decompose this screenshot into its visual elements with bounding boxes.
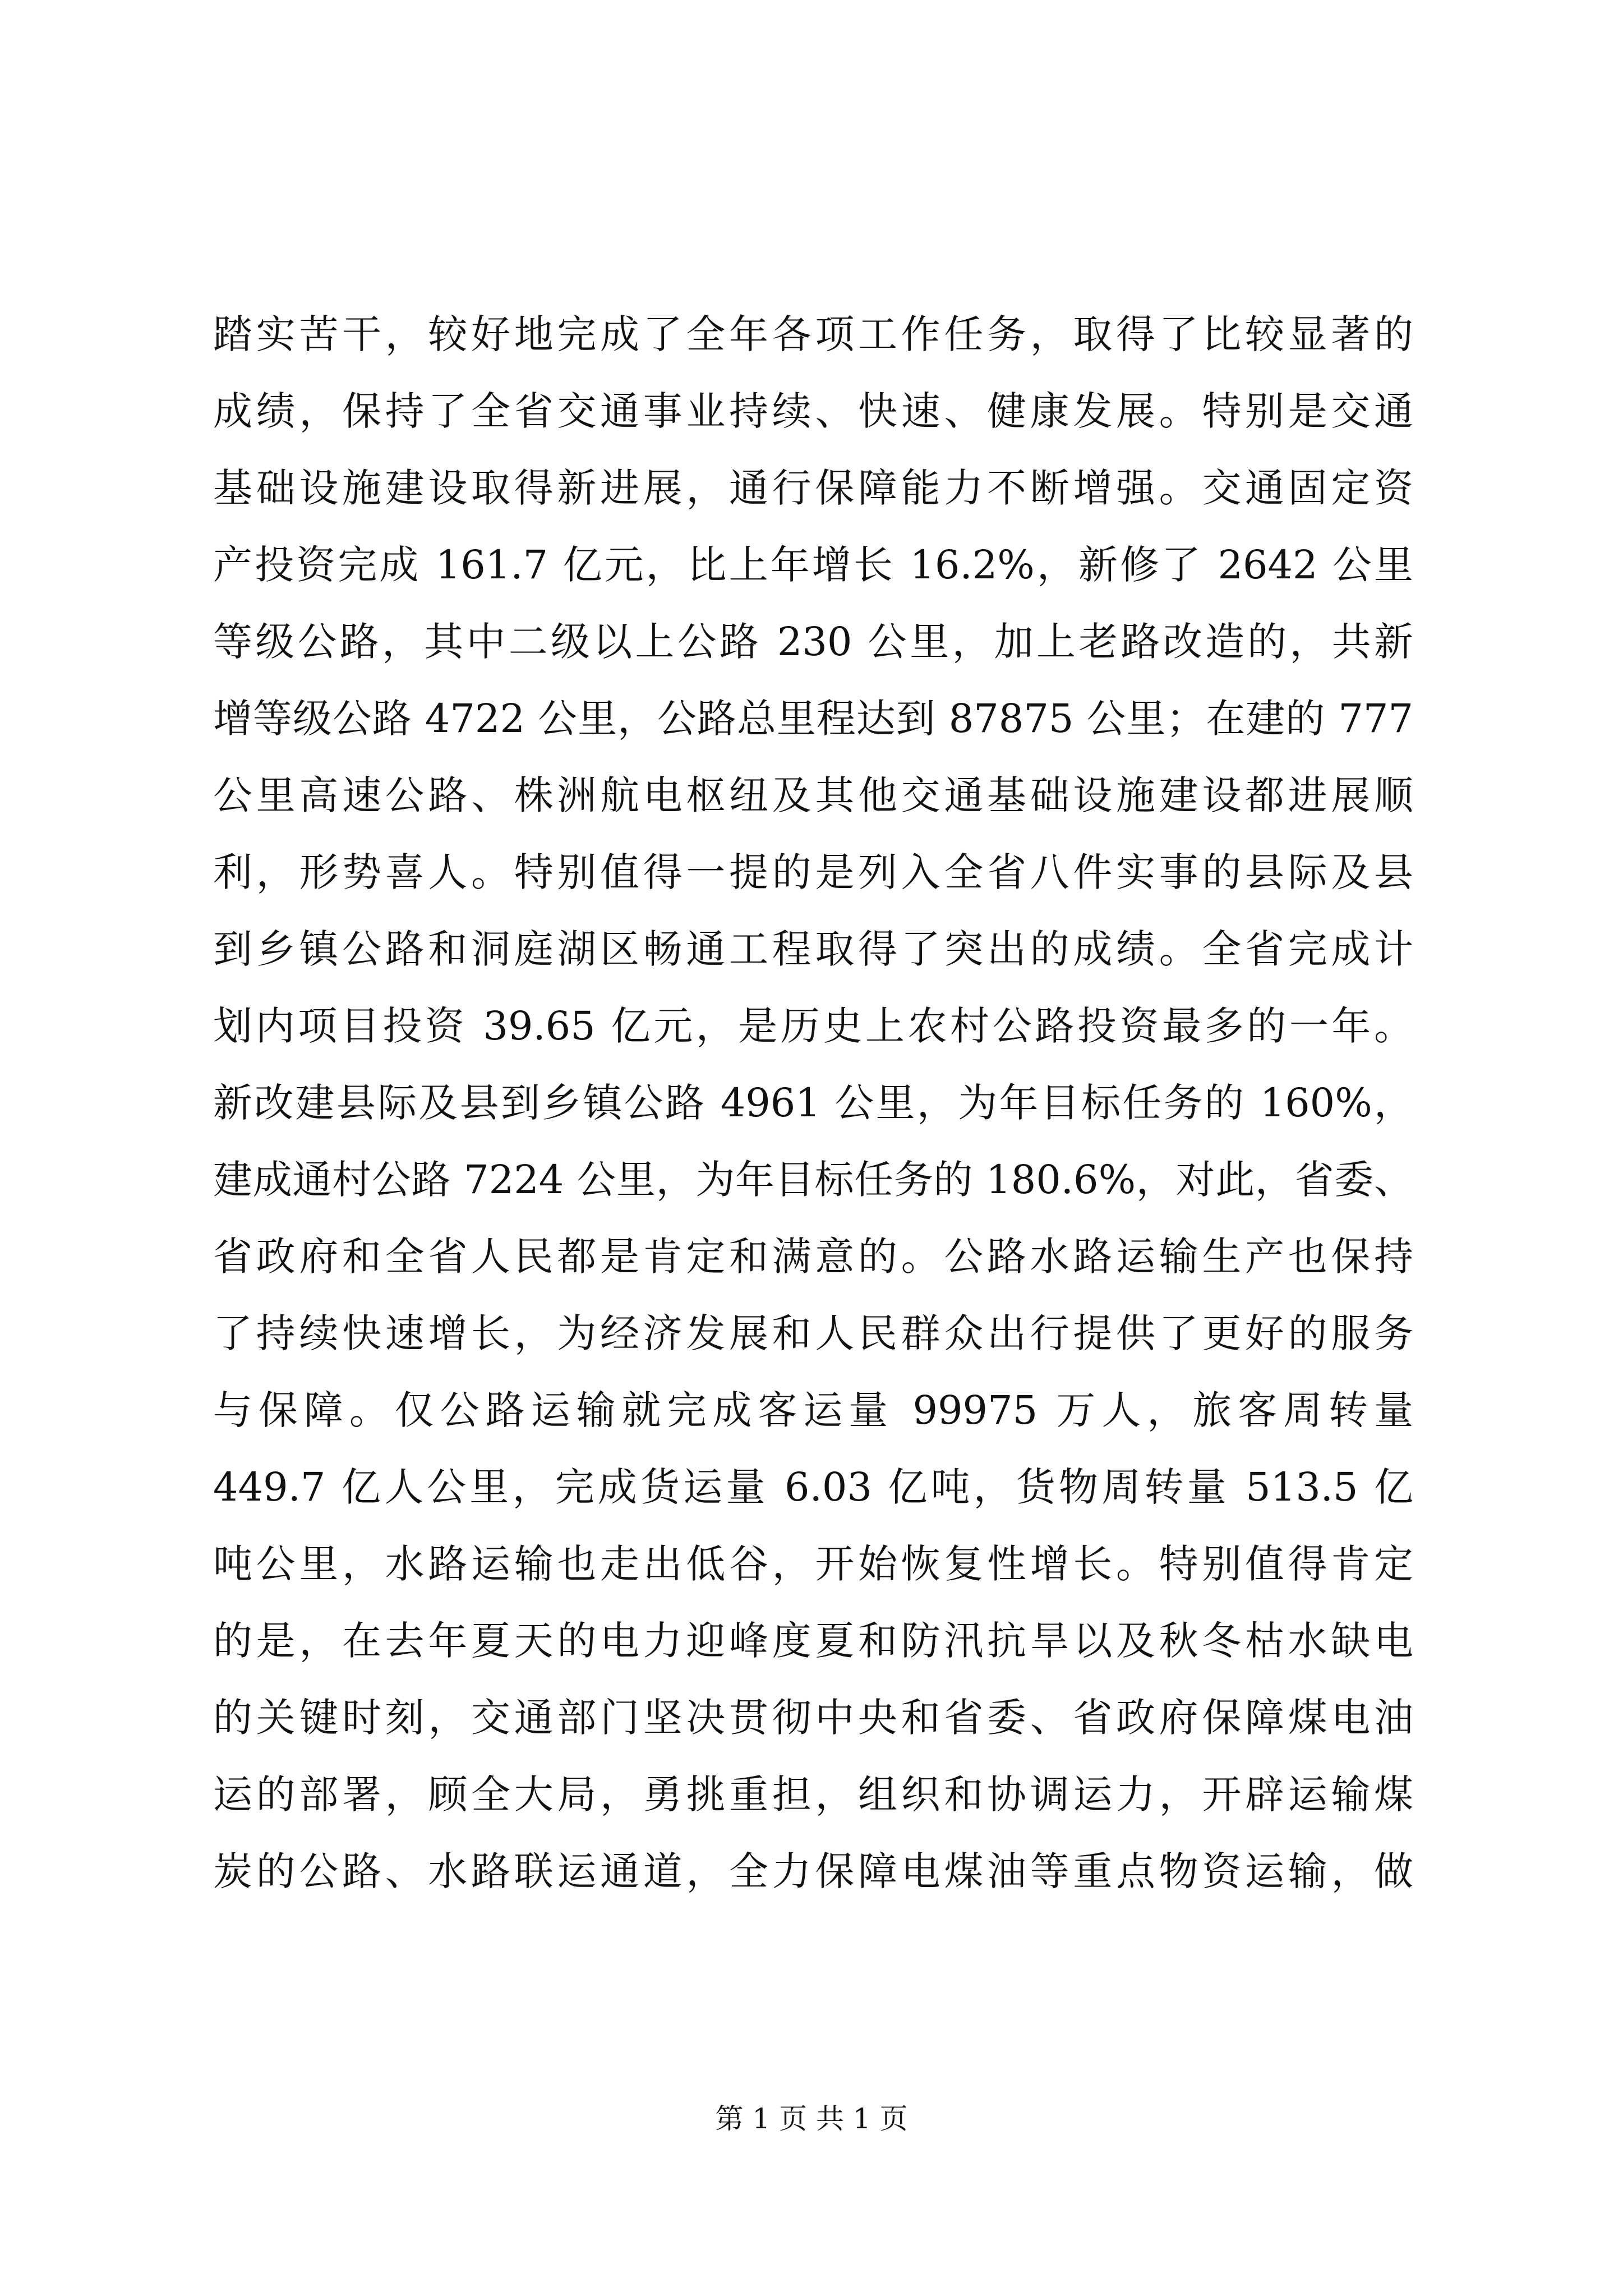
text-line: 到乡镇公路和洞庭湖区畅通工程取得了突出的成绩。全省完成计 xyxy=(213,926,1413,972)
text-line: 了持续快速增长，为经济发展和人民群众出行提供了更好的服务 xyxy=(213,1310,1413,1356)
text-line: 炭的公路、水路联运通道，全力保障电煤油等重点物资运输，做 xyxy=(213,1848,1413,1894)
text-line: 吨公里，水路运输也走出低谷，开始恢复性增长。特别值得肯定 xyxy=(213,1541,1413,1587)
text-line: 划内项目投资 39.65 亿元，是历史上农村公路投资最多的一年。 xyxy=(213,1003,1413,1049)
text-line: 等级公路，其中二级以上公路 230 公里，加上老路改造的，共新 xyxy=(213,619,1413,665)
text-line: 的关键时刻，交通部门坚决贯彻中央和省委、省政府保障煤电油 xyxy=(213,1695,1413,1741)
text-line: 与保障。仅公路运输就完成客运量 99975 万人，旅客周转量 xyxy=(213,1387,1413,1433)
text-line: 成绩，保持了全省交通事业持续、快速、健康发展。特别是交通 xyxy=(213,388,1413,434)
text-line: 新改建县际及县到乡镇公路 4961 公里，为年目标任务的 160%， xyxy=(213,1080,1413,1126)
page-number-footer: 第 1 页 共 1 页 xyxy=(715,2102,908,2135)
text-line: 的是，在去年夏天的电力迎峰度夏和防汛抗旱以及秋冬枯水缺电 xyxy=(213,1618,1413,1664)
text-line: 基础设施建设取得新进展，通行保障能力不断增强。交通固定资 xyxy=(213,465,1413,511)
text-line: 产投资完成 161.7 亿元，比上年增长 16.2%，新修了 2642 公里 xyxy=(213,542,1413,588)
text-line: 公里高速公路、株洲航电枢纽及其他交通基础设施建设都进展顺 xyxy=(213,772,1413,818)
text-line: 运的部署，顾全大局，勇挑重担，组织和协调运力，开辟运输煤 xyxy=(213,1772,1413,1818)
body-text xyxy=(213,296,1413,1910)
text-line: 省政府和全省人民都是肯定和满意的。公路水路运输生产也保持 xyxy=(213,1234,1413,1280)
text-line: 449.7 亿人公里，完成货运量 6.03 亿吨，货物周转量 513.5 亿 xyxy=(213,1464,1413,1510)
text-line: 踏实苦干，较好地完成了全年各项工作任务，取得了比较显著的 xyxy=(213,311,1413,357)
text-line: 增等级公路 4722 公里，公路总里程达到 87875 公里；在建的 777 xyxy=(213,696,1413,742)
text-line: 利，形势喜人。特别值得一提的是列入全省八件实事的县际及县 xyxy=(213,849,1413,895)
text-line: 建成通村公路 7224 公里，为年目标任务的 180.6%，对此，省委、 xyxy=(213,1157,1413,1203)
